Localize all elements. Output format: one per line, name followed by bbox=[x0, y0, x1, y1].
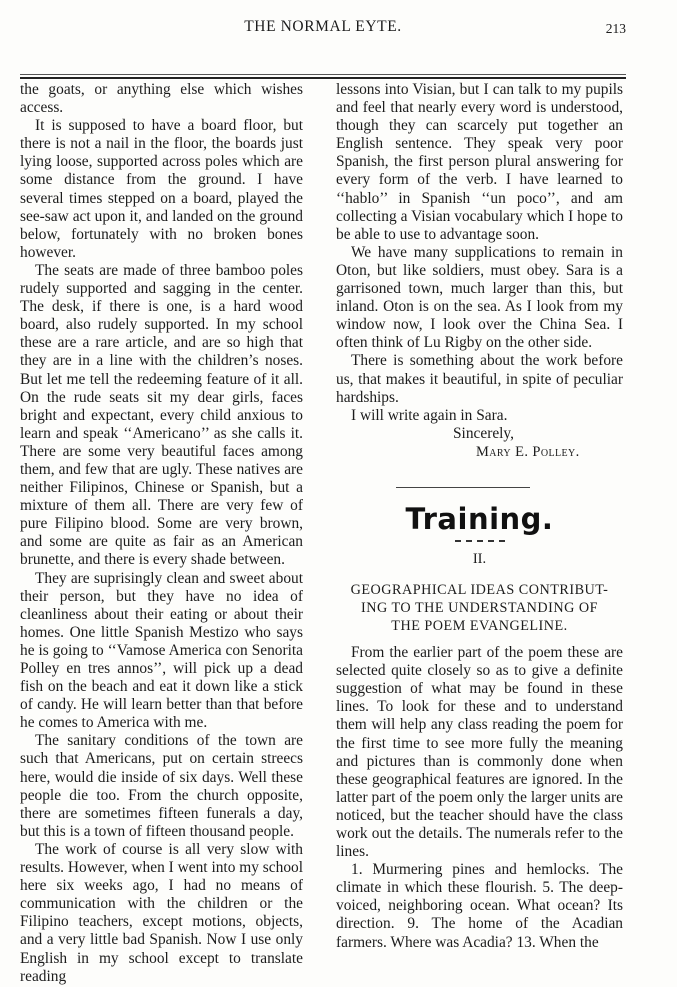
right-column bbox=[336, 81, 623, 952]
journal-title: THE NORMAL EYTE. bbox=[244, 18, 402, 35]
running-head bbox=[20, 12, 626, 42]
paragraph: lessons into Visian, but I can talk to my pupils and feel that nearly every word is understood, though they can scarcely put together an English sentence. They speak very poor Spanish, the first person plural answering for every form of the verb. I have learned to ‘‘hablo’’ in Spanish ‘‘un poco’’, and am collecting a Visian vocabulary which I hope to be able to use to advantage soon. bbox=[336, 81, 623, 243]
paragraph: From the earlier part of the poem these are selected quite closely so as to give a definite suggestion of what may be found in these lines. To look for these and to understand them will help any class reading the poem for the first time to see more fully the meaning and pictures than is commonly done when these geographical features are ignored. In the latter part of the poem only the larger units are noticed, but the teacher should have the class work out the details. The numerals refer to the lines. bbox=[336, 644, 623, 861]
paragraph: The seats are made of three bamboo poles rudely supported and sagging in the center. The desk, if there is one, is a hard wood board, also rudely supported. In my school these are a rare article, and are so high that they are in a line with the children’s noses. But let me tell the redeeming feature of it all. On the rude seats sit my dear girls, faces bright and expectant, every child anxious to learn and speak ‘‘Americano’’ as she calls it. There are some very beautiful faces among them, and few that are ugly. These natives are neither Filipinos, Chinese or Spanish, but a mixture of them all. There are very few of pure Filipino blood. Some are very brown, and some are quite as fair as an American brunette, and there is every shade between. bbox=[20, 261, 303, 569]
article-title-line: GEOGRAPHICAL IDEAS CONTRIBUT- bbox=[350, 582, 609, 599]
header-rule-thin bbox=[20, 74, 626, 75]
paragraph: 1. Murmering pines and hemlocks. The climate in which these flourish. 5. The deep-voiced, neighboring ocean. What ocean? Its direction. 9. The home of the Acadian farmers. Where was Acadia? 13. When the bbox=[336, 861, 623, 951]
title-dash-ornament bbox=[455, 540, 505, 542]
paragraph: We have many supplications to remain in Oton, but like soldiers, must obey. Sara is a garrisoned town, much larger than this, but inland. Oton is on the sea. As I look from my window now, I look over the China Sea. I often think of Lu Rigby on the other side. bbox=[336, 243, 623, 352]
article-title bbox=[336, 581, 623, 635]
header-rule-thick bbox=[20, 77, 626, 79]
page-number: 213 bbox=[605, 21, 626, 36]
paragraph: There is something about the work before us, that makes it beautiful, in spite of peculiar hardships. bbox=[336, 352, 623, 406]
letter-signoff: Sincerely, bbox=[453, 424, 514, 442]
section-divider bbox=[396, 487, 530, 488]
paragraph: The sanitary conditions of the town are such that Americans, put on certain streecs here, would die inside of six days. Well these people die too. From the church opposite, there are sometimes fifteen funerals a day, but this is a town of fifteen thousand people. bbox=[20, 732, 303, 840]
left-column bbox=[20, 81, 303, 986]
paragraph: It is supposed to have a board floor, but there is not a nail in the floor, the boards just lying loose, supported across poles which are some distance from the ground. I have several times stepped on a board, played the see-saw act upon it, and landed on the ground below, fortunately with no broken bones however. bbox=[20, 117, 303, 261]
article-title-line: ING TO THE UNDERSTANDING OF bbox=[361, 600, 598, 617]
part-number: II. bbox=[472, 550, 487, 567]
paragraph: the goats, or anything else which wishes access. bbox=[20, 81, 303, 117]
paragraph: The work of course is all very slow with results. However, when I went into my school here six weeks ago, I had no means of communication with the children or the Filipino teachers, except motions, objects, and a very little bad Spanish. Now I use only English in my school except to translate reading bbox=[20, 840, 303, 985]
closing-line: I will write again in Sara. bbox=[351, 406, 508, 424]
letter-signature: Mary E. Polley. bbox=[476, 443, 580, 460]
article-title-line: THE POEM EVANGELINE. bbox=[391, 618, 568, 635]
section-title: Training. bbox=[405, 501, 554, 536]
paragraph: They are suprisingly clean and sweet about their person, but they have no idea of cleanliness about their eating or about their homes. One little Spanish Mestizo who says he is going to ‘‘Vamose America con Senorita Polley en tres annos’’, will pick up a dead fish on the beach and eat it down like a stick of candy. He will learn better than that before he comes to America with me. bbox=[20, 569, 303, 732]
